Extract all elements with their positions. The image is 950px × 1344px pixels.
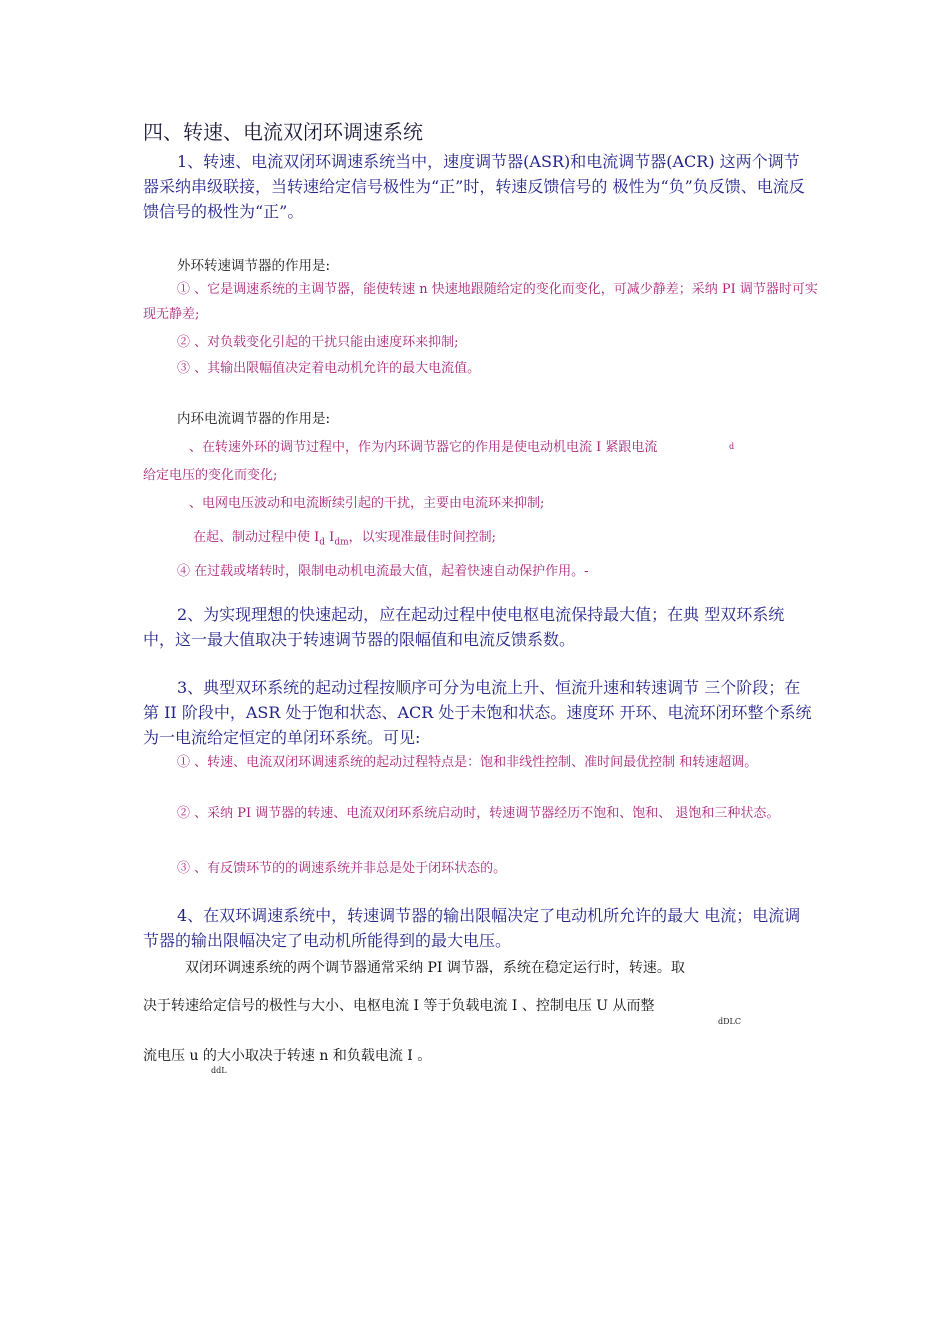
p3-item-1: ① 、转速、电流双闭环调速系统的起动过程特点是：饱和非线性控制、准时间最优控制 和转速超调。 xyxy=(177,755,758,770)
paragraph-3: 3、典型双环系统的起动过程按顺序可分为电流上升、恒流升速和转速调节 三个阶段；在第 II 阶段中，ASR 处于饱和状态、ACR 处于未饱和状态。速度环 开环、电流环闭环整个系统为一电流给定恒定的单闭环系统。可见: xyxy=(143,678,812,747)
paragraph-5-line-1: 双闭环调速系统的两个调节器通常采纳 PI 调节器，系统在稳定运行时，转速。取 xyxy=(185,960,685,976)
paragraph-5-line-3: 流电压 u 的大小取决于转速 n 和负载电流 I 。 xyxy=(143,1048,432,1064)
paragraph-5-line-3-subscripts: ddL xyxy=(211,1066,227,1075)
inner-item-3-text-c: ，以实现准最佳时间控制; xyxy=(348,530,497,545)
paragraph-4: 4、在双环调速系统中，转速调节器的输出限幅决定了电动机所允许的最大 电流；电流调节器的输出限幅决定了电动机所能得到的最大电压。 xyxy=(143,906,801,950)
outer-item-3: ③ 、其输出限幅值决定着电动机允许的最大电流值。 xyxy=(177,361,481,376)
paragraph-5-line-2: 决于转速给定信号的极性与大小、电枢电流 I 等于负载电流 I 、控制电压 U 从而整 xyxy=(143,998,655,1014)
paragraph-5-line-2-subscripts: dDLC xyxy=(718,1017,741,1026)
section-heading: 四、转速、电流双闭环调速系统 xyxy=(143,120,423,144)
p3-item-2: ② 、采纳 PI 调节器的转速、电流双闭环系统启动时，转速调节器经历不饱和、饱和、 退饱和三种状态。 xyxy=(177,806,780,821)
inner-item-3-sub-dm: dm xyxy=(334,537,349,548)
outer-item-1: ① 、它是调速系统的主调节器，能使转速 n 快速地跟随给定的变化而变化，可减少静差；采纳 PI 调节器时可实现无静差; xyxy=(143,282,818,322)
inner-item-2: 、电网电压波动和电流断续引起的干扰，主要由电流环来抑制; xyxy=(189,496,545,511)
inner-item-3-sub-d: d xyxy=(319,537,326,548)
inner-item-4: ④ 在过载或堵转时，限制电动机电流最大值，起着快速自动保护作用。- xyxy=(177,564,589,579)
inner-item-3-text-a: 在起、制动过程中使 I xyxy=(193,530,320,545)
inner-regulator-title: 内环电流调节器的作用是: xyxy=(177,411,331,427)
inner-item-3 xyxy=(193,526,496,548)
inner-item-1b: 给定电压的变化而变化; xyxy=(143,468,278,483)
p3-item-3: ③ 、有反馈环节的的调速系统并非总是处于闭环状态的。 xyxy=(177,861,507,876)
paragraph-1: 1、转速、电流双闭环调速系统当中，速度调节器(ASR)和电流调节器(ACR) 这两个调节器采纳串级联接，当转速给定信号极性为“正”时，转速反馈信号的 极性为“负”负反馈、电流反馈信号的极性为“正”。 xyxy=(143,152,805,221)
inner-item-3-text-b: I xyxy=(325,530,335,545)
inner-item-1a: 、在转速外环的调节过程中，作为内环调节器它的作用是使电动机电流 I 紧跟电流 xyxy=(189,440,658,455)
paragraph-2: 2、为实现理想的快速起动，应在起动过程中使电枢电流保持最大值；在典 型双环系统中，这一最大值取决于转速调节器的限幅值和电流反馈系数。 xyxy=(143,605,785,649)
outer-item-2: ② 、对负载变化引起的干扰只能由速度环来抑制; xyxy=(177,335,459,350)
outer-regulator-title: 外环转速调节器的作用是: xyxy=(177,258,331,274)
inner-item-1a-subscript: d xyxy=(729,442,735,451)
